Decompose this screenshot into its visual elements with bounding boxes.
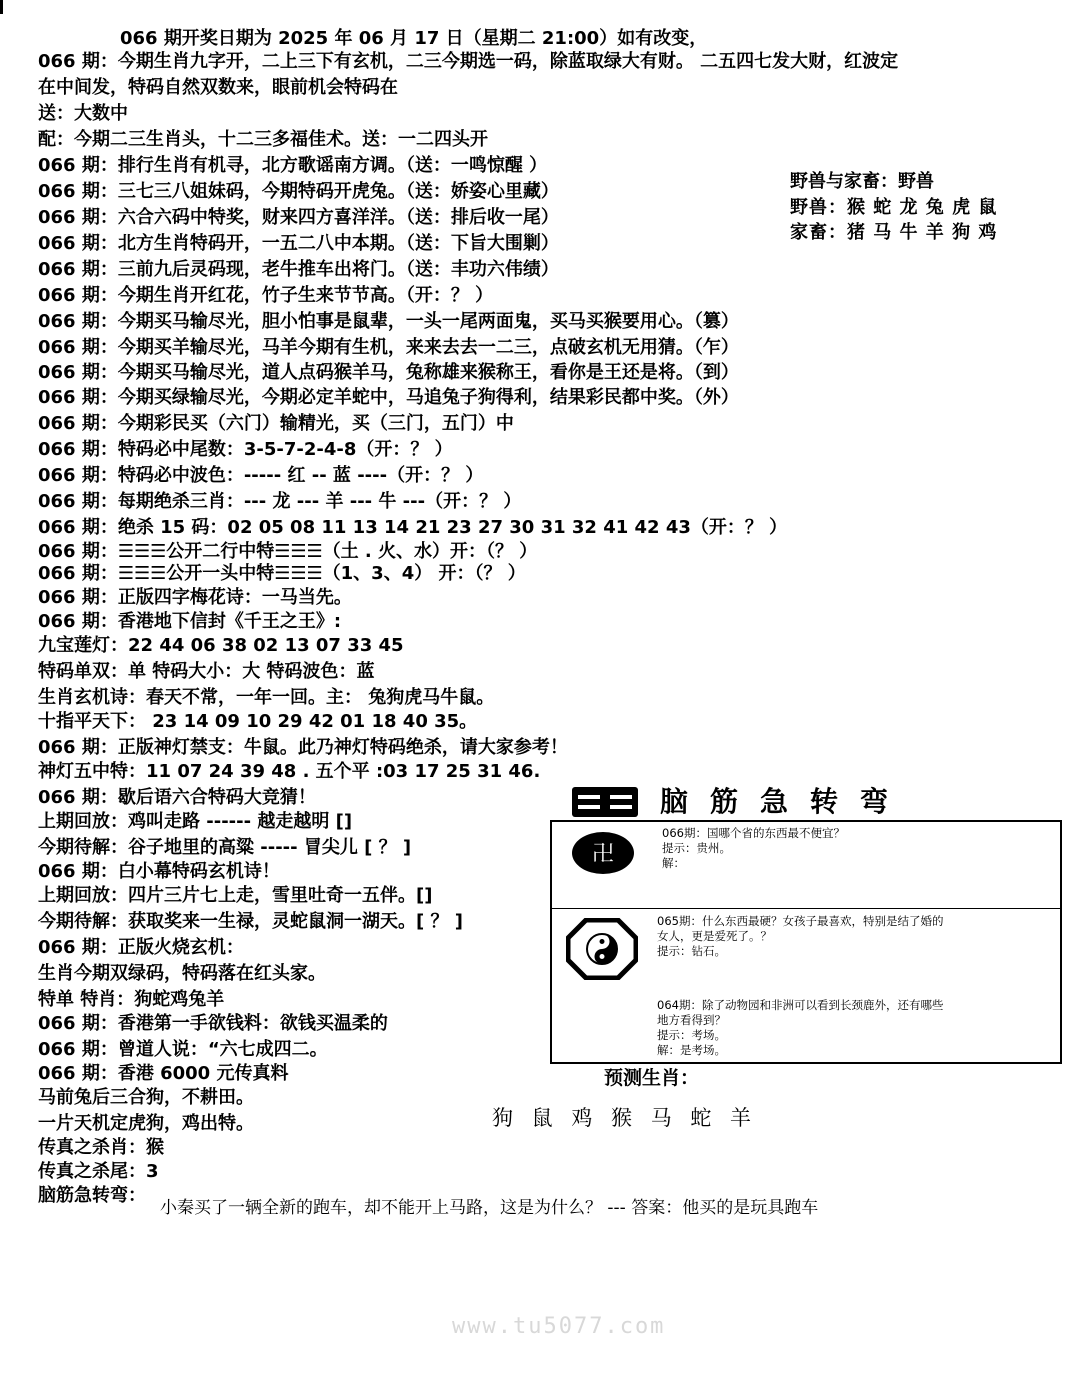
main-line: 送：大数中 xyxy=(38,103,128,124)
main-line: 066 期：今期买绿输尽光，今期必定羊蛇中，马追兔子狗得利，结果彩民都中奖。（外） xyxy=(38,387,739,408)
main-line: 066 期：排行生肖有机寻，北方歌谣南方调。（送：一鸣惊醒 ） xyxy=(38,155,548,176)
main-line: 066 期：曾道人说：“六七成四二。 xyxy=(38,1039,328,1060)
swastika-badge-icon xyxy=(570,830,636,876)
main-line: 066 期：今期买马输尽光，道人点码猴羊马，兔称雄来猴称王，看你是王还是将。（到） xyxy=(38,362,739,383)
riddle-065-question-cont: 女人，更是爱死了。？ xyxy=(657,929,772,943)
main-line: 在中间发，特码自然双数来，眼前机会特码在 xyxy=(38,77,398,98)
main-line: 上期回放：四片三片七上走，雪里吐奇一五伴。[] xyxy=(38,885,433,906)
main-line: 今期待解：谷子地里的高粱 ----- 冒尖儿 [ ？ ] xyxy=(38,837,412,858)
bottom-riddle: 小秦买了一辆全新的跑车，却不能开上马路，这是为什么？ --- 答案：他买的是玩具跑车 xyxy=(160,1198,819,1218)
main-line: 066 期：香港 6000 元传真料 xyxy=(38,1063,289,1084)
main-line: 066 期：今期生肖九字开，二上三下有玄机，二三今期选一码，除蓝取绿大有财。 二五四七发大财，红波定 xyxy=(38,51,899,72)
main-line: 马前兔后三合狗，不耕田。 xyxy=(38,1087,254,1108)
main-line: 066 期：香港地下信封《千王之王》: xyxy=(38,611,342,632)
edge-mark xyxy=(0,0,3,14)
main-line: 066 期：三前九后灵码现，老牛推车出将门。（送：丰功六伟绩） xyxy=(38,259,559,280)
main-line: 神灯五中特：11 07 24 39 48 . 五个平 :03 17 25 31 46. xyxy=(38,761,541,782)
main-line: 066 期：今期生肖开红花，竹子生来节节高。（开：？ ） xyxy=(38,285,494,306)
main-line: 脑筋急转弯： xyxy=(38,1185,146,1206)
main-line: 066 期：今期彩民买（六门）输精光，买（三门，五门）中 xyxy=(38,413,514,434)
riddle-064-hint: 提示：考场。 xyxy=(657,1028,726,1042)
prediction-title: 预测生肖： xyxy=(604,1067,700,1089)
riddle-064-question-cont: 地方看得到？ xyxy=(657,1013,726,1027)
header-line: 066 期开奖日期为 2025 年 06 月 17 日（星期二 21:00）如有改变， xyxy=(120,28,708,49)
main-line: 今期待解：获取奖来一生禄，灵蛇鼠洞一湖天。[ ？ ] xyxy=(38,911,463,932)
main-line: 066 期：绝杀 15 码：02 05 08 11 13 14 21 23 27 30 31 32 41 42 43（开：？ ） xyxy=(38,517,788,538)
main-line: 066 期：特码必中尾数：3-5-7-2-4-8（开：？ ） xyxy=(38,439,453,460)
svg-text:卍: 卍 xyxy=(591,842,615,867)
main-line: 066 期：特码必中波色：----- 红 -- 蓝 ----（开：？ ） xyxy=(38,465,484,486)
bagua-yinyang-icon xyxy=(566,918,638,980)
animals-title: 野兽与家畜：野兽 xyxy=(790,171,934,192)
main-line: 传真之杀肖：猴 xyxy=(38,1137,164,1158)
brain-logo-icon xyxy=(572,787,638,817)
main-line: 066 期：三七三八姐妹码，今期特码开虎兔。（送：娇姿心里藏） xyxy=(38,181,559,202)
main-line: 066 期：香港第一手欲钱料：欲钱买温柔的 xyxy=(38,1013,388,1034)
main-line: 一片天机定虎狗，鸡出特。 xyxy=(38,1113,254,1134)
main-line: 生肖今期双绿码，特码落在红头家。 xyxy=(38,963,326,984)
riddle-066-hint: 提示：贵州。 xyxy=(662,841,731,855)
main-line: 066 期：北方生肖特码开，一五二八中本期。（送：下旨大围剿） xyxy=(38,233,559,254)
riddle-064-question: 064期：除了动物园和非洲可以看到长颈鹿外，还有哪些 xyxy=(657,998,944,1012)
main-line: 特码单双：单 特码大小：大 特码波色：蓝 xyxy=(38,661,375,682)
riddle-066-answer: 解： xyxy=(662,856,685,870)
riddle-066-question: 066期：国哪个省的东西最不便宜？ xyxy=(662,826,845,840)
riddle-box xyxy=(550,820,1062,1064)
main-line: 特单 特肖：狗蛇鸡兔羊 xyxy=(38,989,225,1010)
main-line: 066 期：正版火烧玄机： xyxy=(38,937,244,958)
main-line: 066 期：歇后语六合特码大竞猜！ xyxy=(38,787,316,808)
main-line: 传真之杀尾：3 xyxy=(38,1161,159,1182)
main-line: 066 期：正版四字梅花诗：一马当先。 xyxy=(38,587,352,608)
riddle-065-question: 065期：什么东西最硬？女孩子最喜欢，特别是结了婚的 xyxy=(657,914,944,928)
main-line: 配：今期二三生肖头，十二三多福佳术。送：一二四头开 xyxy=(38,129,488,150)
main-line: 十指平天下： 23 14 09 10 29 42 01 18 40 35。 xyxy=(38,711,478,732)
main-line: 066 期：每期绝杀三肖：--- 龙 --- 羊 --- 牛 ---（开：？ ） xyxy=(38,491,522,512)
animals-wild: 野兽：猴 蛇 龙 兔 虎 鼠 xyxy=(790,197,998,218)
main-line: 066 期：☰☰☰公开一头中特☰☰☰（1、3、4） 开：（？ ） xyxy=(38,563,526,584)
riddle-064-answer: 解：是考场。 xyxy=(657,1043,726,1057)
riddle-title: 脑筋急转弯 xyxy=(660,785,911,818)
riddle-065-hint: 提示：钻石。 xyxy=(657,944,726,958)
main-line: 生肖玄机诗：春天不常，一年一回。主： 兔狗虎马牛鼠。 xyxy=(38,687,495,708)
prediction-animals: 狗 鼠 鸡 猴 马 蛇 羊 xyxy=(492,1106,758,1130)
main-line: 066 期：今期买马输尽光，胆小怕事是鼠辈，一头一尾两面鬼，买马买猴要用心。（篡） xyxy=(38,311,739,332)
riddle-title-bar xyxy=(570,784,1020,820)
main-line: 九宝莲灯：22 44 06 38 02 13 07 33 45 xyxy=(38,635,404,656)
main-line: 066 期：☰☰☰公开二行中特☰☰☰（土 . 火、水）开：（？ ） xyxy=(38,541,538,562)
main-line: 066 期：今期买羊输尽光，马羊今期有生机，来来去去一二三，点破玄机无用猜。（乍） xyxy=(38,337,739,358)
watermark: www.tu5077.com xyxy=(452,1314,666,1339)
animals-domestic: 家畜：猪 马 牛 羊 狗 鸡 xyxy=(790,222,998,243)
main-line: 066 期：六合六码中特奖，财来四方喜洋洋。（送：排后收一尾） xyxy=(38,207,559,228)
main-line: 上期回放：鸡叫走路 ------ 越走越明 [] xyxy=(38,811,353,832)
main-line: 066 期：正版神灯禁支：牛鼠。此乃神灯特码绝杀，请大家参考！ xyxy=(38,737,568,758)
main-line: 066 期：白小幕特码玄机诗！ xyxy=(38,861,280,882)
riddle-divider xyxy=(552,908,1060,909)
